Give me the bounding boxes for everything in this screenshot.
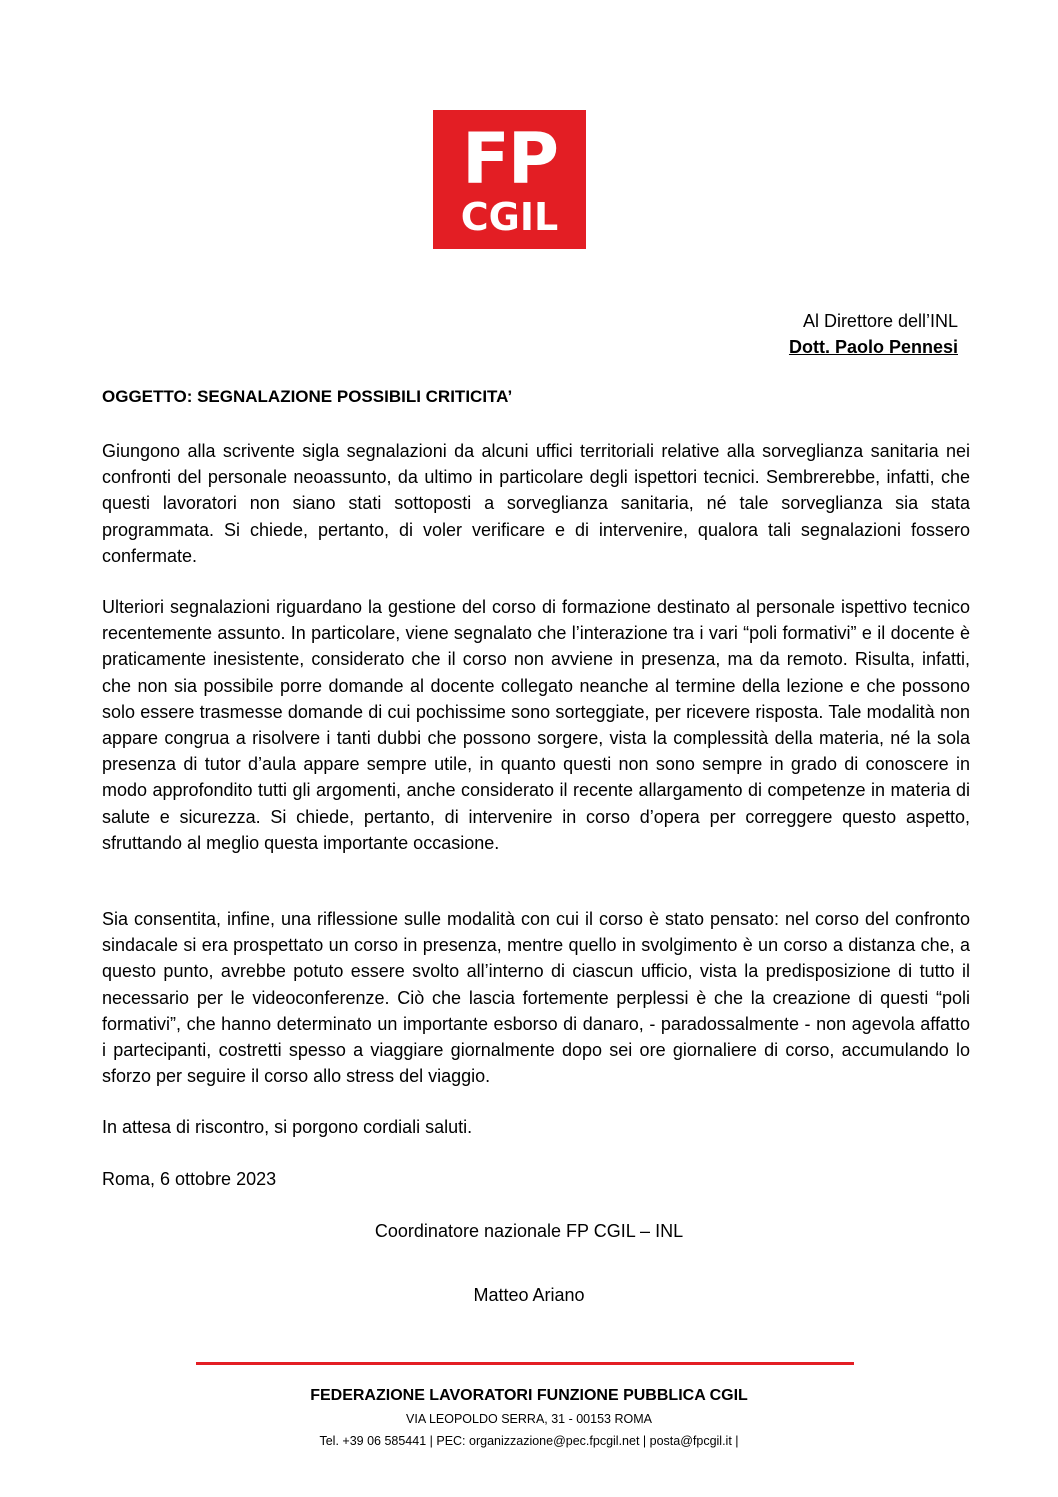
footer-organization: FEDERAZIONE LAVORATORI FUNZIONE PUBBLICA CGIL xyxy=(310,1387,748,1404)
letter-subject: OGGETTO: SEGNALAZIONE POSSIBILI CRITICITA’ xyxy=(102,387,513,406)
fp-cgil-logo xyxy=(433,110,586,249)
paragraph-health-surveillance: Giungono alla scrivente sigla segnalazioni da alcuni uffici territoriali relative alla sorveglianza sanitaria nei confronti del personale neoassunto, da ultimo in particolare degli ispettori tecnici. Sembrerebbe, infatti, che questi lavoratori non siano stati sottoposti a sorveglianza sanitaria, né tale sorveglianza sia stata programmata. Si chiede, pertanto, di voler verificare e di intervenire, qualora tali segnalazioni fossero confermate. xyxy=(102,441,970,566)
logo-cgil-text: CGIL xyxy=(460,195,559,239)
footer-address: VIA LEOPOLDO SERRA, 31 - 00153 ROMA xyxy=(406,1412,652,1426)
paragraph-training-course: Ulteriori segnalazioni riguardano la gestione del corso di formazione destinato al personale ispettivo tecnico recentemente assunto. In particolare, viene segnalato che l’interazione tra i vari “poli formativi” e il docente è praticamente inesistente, considerato che il corso non avviene in presenza, ma da remoto. Risulta, infatti, che non sia possibile porre domande al docente collegato neanche al termine della lezione e che possono solo essere trasmesse domande di cui pochissime sono sorteggiate, per ricevere risposta. Tale modalità non appare congrua a risolvere i tanti dubbi che possono sorgere, vista la complessità della materia, né la sola presenza di tutor d’aula appare sempre utile, in quanto questi non sono sempre in grado di conoscere in modo approfondito tutti gli argomenti, anche considerato il recente allargamento di competenze in materia di salute e sicurezza. Si chiede, pertanto, di intervenire in corso d’opera per correggere questo aspetto, sfruttando al meglio questa importante occasione. xyxy=(102,597,970,853)
letter-date: Roma, 6 ottobre 2023 xyxy=(102,1169,277,1189)
recipient-name: Dott. Paolo Pennesi xyxy=(788,337,958,357)
footer-divider xyxy=(196,1362,854,1365)
footer-contacts: Tel. +39 06 585441 | PEC: organizzazione@pec.fpcgil.net | posta@fpcgil.it | xyxy=(319,1434,739,1448)
recipient-title: Al Direttore dell’INL xyxy=(802,311,958,331)
logo-fp-text: FP xyxy=(461,118,558,200)
signature-role: Coordinatore nazionale FP CGIL – INL xyxy=(374,1221,684,1241)
paragraph-closing: In attesa di riscontro, si porgono cordiali saluti. xyxy=(102,1117,473,1137)
paragraph-course-reflection: Sia consentita, infine, una riflessione sulle modalità con cui il corso è stato pensato: nel corso del confronto sindacale si era prospettato un corso in presenza, mentre quello in svolgimento è un corso a distanza che, a questo punto, avrebbe potuto essere svolto all’interno di ciascun ufficio, vista la predisposizione di tutto il necessario per le videoconferenze. Ciò che lascia fortemente perplessi è che la creazione di questi “poli formativi”, che hanno determinato un importante esborso di danaro, - paradossalmente - non agevola affatto i partecipanti, costretti spesso a viaggiare giornalmente dopo sei ore giornaliere di corso, accumulando lo sforzo per seguire il corso allo stress del viaggio. xyxy=(102,909,970,1087)
recipient-block xyxy=(789,308,958,360)
signature-name: Matteo Ariano xyxy=(473,1285,585,1305)
